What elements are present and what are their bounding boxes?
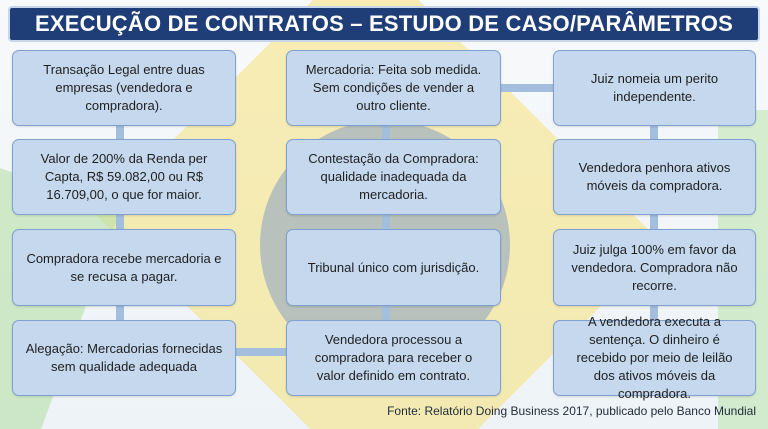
step-c2-contestacao bbox=[286, 139, 501, 215]
step-c3-execucao bbox=[553, 314, 756, 401]
step-text: Transação Legal entre duas empresas (vendedora e compradora). bbox=[43, 62, 205, 113]
step-text: A vendedora executa a sentença. O dinheiro é recebido por meio de leilão dos ativos móveis da compradora. bbox=[576, 314, 733, 401]
step-c2-processo bbox=[286, 320, 501, 396]
connector-c1-3-4 bbox=[116, 305, 124, 321]
step-text: Compradora recebe mercadoria e se recusa a pagar. bbox=[26, 250, 222, 284]
page-title: EXECUÇÃO DE CONTRATOS – ESTUDO DE CASO/PARÂMETROS bbox=[35, 11, 733, 36]
connector-c2-3-4 bbox=[382, 305, 390, 321]
step-c1-alegacao bbox=[12, 320, 236, 396]
connector-c2-1-2 bbox=[382, 124, 390, 140]
connector-c1-c2-bottom bbox=[235, 348, 287, 356]
step-text: Tribunal único com jurisdição. bbox=[307, 259, 480, 275]
step-text: Juiz julga 100% em favor da vendedora. Compradora não recorre. bbox=[571, 241, 738, 293]
step-text: Juiz nomeia um perito independente. bbox=[590, 71, 719, 104]
connector-c1-1-2 bbox=[116, 124, 124, 140]
step-text: Mercadoria: Feita sob medida. Sem condições de vender a outro cliente. bbox=[305, 62, 482, 113]
step-text: Alegação: Mercadorias fornecidas sem qualidade adequada bbox=[25, 341, 223, 374]
step-text: Vendedora processou a compradora para receber o valor definido em contrato. bbox=[314, 332, 473, 383]
step-text: Contestação da Compradora: qualidade inadequada da mercadoria. bbox=[308, 151, 479, 202]
connector-c2-2-3 bbox=[382, 214, 390, 230]
step-text: Valor de 200% da Renda per Capta, R$ 59.082,00 ou R$ 16.709,00, o que for maior. bbox=[40, 151, 208, 202]
connector-c3-2-3 bbox=[650, 214, 658, 230]
step-c1-recusa-pagar bbox=[12, 229, 236, 306]
source-footnote: Fonte: Relatório Doing Business 2017, publicado pelo Banco Mundial bbox=[387, 404, 756, 418]
step-c3-perito bbox=[553, 50, 756, 126]
step-c1-valor bbox=[12, 139, 236, 215]
connector-c2-c3-top bbox=[500, 84, 554, 92]
connector-c1-2-3 bbox=[116, 214, 124, 230]
title-banner bbox=[8, 6, 760, 42]
step-text: Vendedora penhora ativos móveis da compradora. bbox=[578, 160, 731, 193]
step-c2-tribunal bbox=[286, 229, 501, 306]
step-c3-penhora bbox=[553, 139, 756, 215]
step-c2-mercadoria bbox=[286, 50, 501, 126]
connector-c3-1-2 bbox=[650, 124, 658, 140]
step-c1-transacao-legal bbox=[12, 50, 236, 126]
step-c3-julgamento bbox=[553, 229, 756, 306]
